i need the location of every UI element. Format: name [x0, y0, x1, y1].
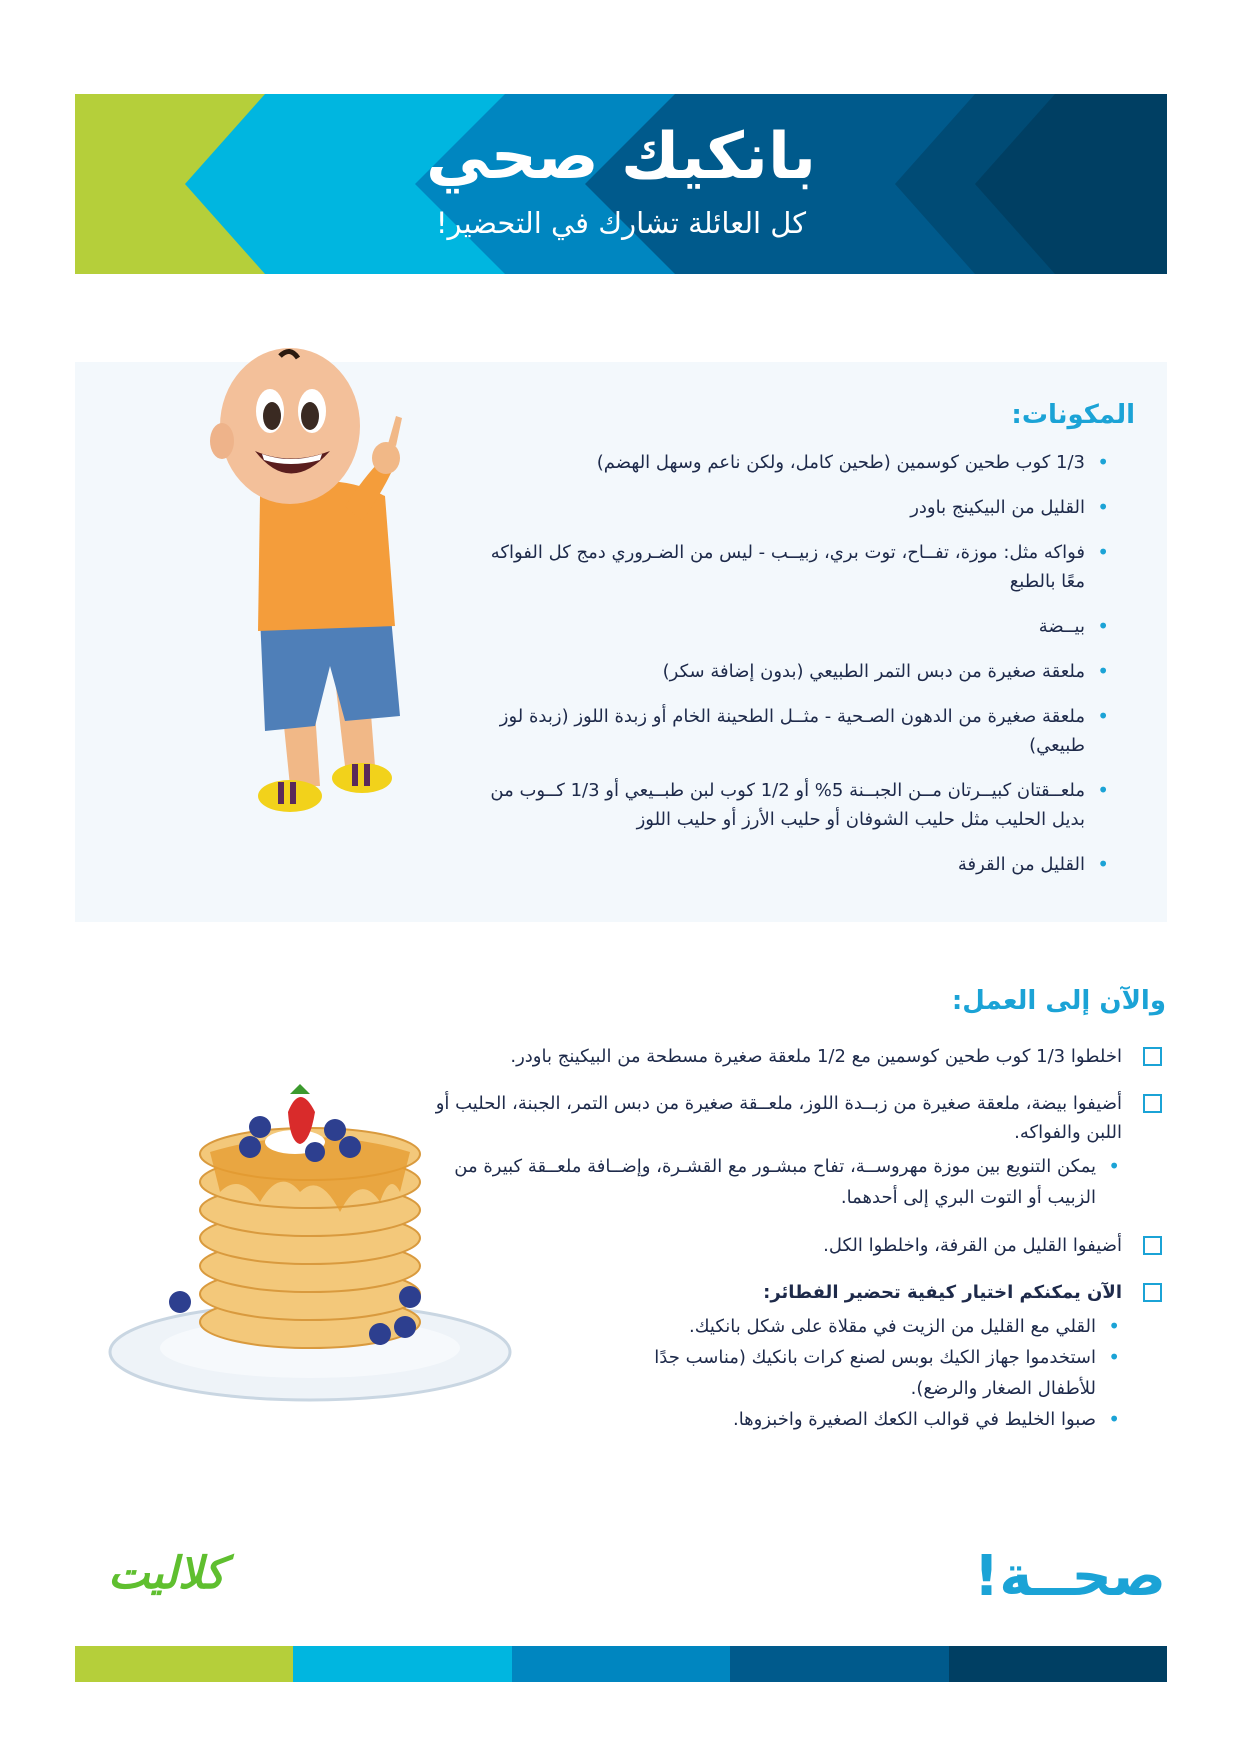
pancake-stack-illustration: [100, 1072, 520, 1412]
stripe-segment: [293, 1646, 511, 1682]
ingredient-item: • بيــضة: [471, 612, 1111, 641]
ingredient-item: • ملعقة صغيرة من الدهون الصـحية - مثــل الطحينة الخام أو زبدة اللوز (زبدة لوز طبيعي): [471, 702, 1111, 760]
stripe-segment: [75, 1646, 293, 1682]
method-option: • صبوا الخليط في قوالب الكعك الصغيرة واخبزوها.: [652, 1404, 1122, 1435]
step-checkbox[interactable]: [1143, 1047, 1162, 1066]
step-checkbox[interactable]: [1143, 1283, 1162, 1302]
page-subtitle: كل العائلة تشارك في التحضير!: [435, 206, 807, 240]
clalit-logo: كلاليت: [108, 1548, 226, 1599]
page-title: بانكيك صحي: [425, 120, 817, 194]
cartoon-kid-illustration: [140, 346, 440, 826]
method-step: [406, 1231, 1166, 1260]
method-step: [406, 1042, 1166, 1071]
ingredient-item: • 1/3 كوب طحين كوسمين (طحين كامل، ولكن ناعم وسهل الهضم): [471, 448, 1111, 477]
ingredients-title: المكونات:: [1011, 400, 1135, 430]
ingredient-item: • القليل من البيكينج باودر: [471, 493, 1111, 522]
method-step-text: أضيفوا بيضة، ملعقة صغيرة من زبــدة اللوز، ملعــقة صغيرة من دبس التمر، الجبنة، الحليب أو اللبن والفواكه.: [435, 1093, 1122, 1143]
method-substep: • يمكن التنويع بين موزة مهروســة، تفاح مبشـور مع القشـرة، وإضــافة ملعــقة كبيرة من الزبيب أو التوت البري إلى أحدهما.: [406, 1151, 1122, 1213]
ingredient-item: • فواكه مثل: موزة، تفــاح، توت بري، زبيــب - ليس من الضـروري دمج كل الفواكه معًا بالطبع: [471, 538, 1111, 596]
health-logo: صحــة!: [973, 1544, 1166, 1609]
method-step-text: اخلطوا 1/3 كوب طحين كوسمين مع 1/2 ملعقة صغيرة مسطحة من البيكينج باودر.: [510, 1046, 1122, 1067]
method-step-text: الآن يمكنكم اختيار كيفية تحضير الفطائر:: [763, 1282, 1122, 1303]
stripe-segment: [949, 1646, 1167, 1682]
method-option: • استخدموا جهاز الكيك بوبس لصنع كرات بانكيك (مناسب جدًا للأطفال الصغار والرضع).: [652, 1342, 1122, 1404]
ingredients-list: [471, 448, 1111, 895]
method-steps-list: [406, 1042, 1166, 1453]
method-option: • القلي مع القليل من الزيت في مقلاة على شكل بانكيك.: [652, 1311, 1122, 1342]
stripe-segment: [512, 1646, 730, 1682]
step-checkbox[interactable]: [1143, 1236, 1162, 1255]
ingredient-item: • ملعقة صغيرة من دبس التمر الطبيعي (بدون إضافة سكر): [471, 657, 1111, 686]
footer-color-stripe: [75, 1646, 1167, 1682]
method-title: والآن إلى العمل:: [951, 986, 1166, 1016]
stripe-segment: [730, 1646, 948, 1682]
method-step: [406, 1089, 1166, 1213]
ingredient-item: • ملعــقتان كبيــرتان مــن الجبــنة 5% أو 1/2 كوب لبن طبــيعي أو 1/3 كــوب من بديل الحليب مثل حليب الشوفان أو حليب الأرز أو حليب اللوز: [471, 776, 1111, 834]
method-step-text: أضيفوا القليل من القرفة، واخلطوا الكل.: [823, 1235, 1122, 1256]
header-banner: [75, 94, 1167, 274]
method-step: [652, 1278, 1166, 1435]
step-checkbox[interactable]: [1143, 1094, 1162, 1113]
method-options: [652, 1311, 1122, 1435]
ingredient-item: • القليل من القرفة: [471, 850, 1111, 879]
